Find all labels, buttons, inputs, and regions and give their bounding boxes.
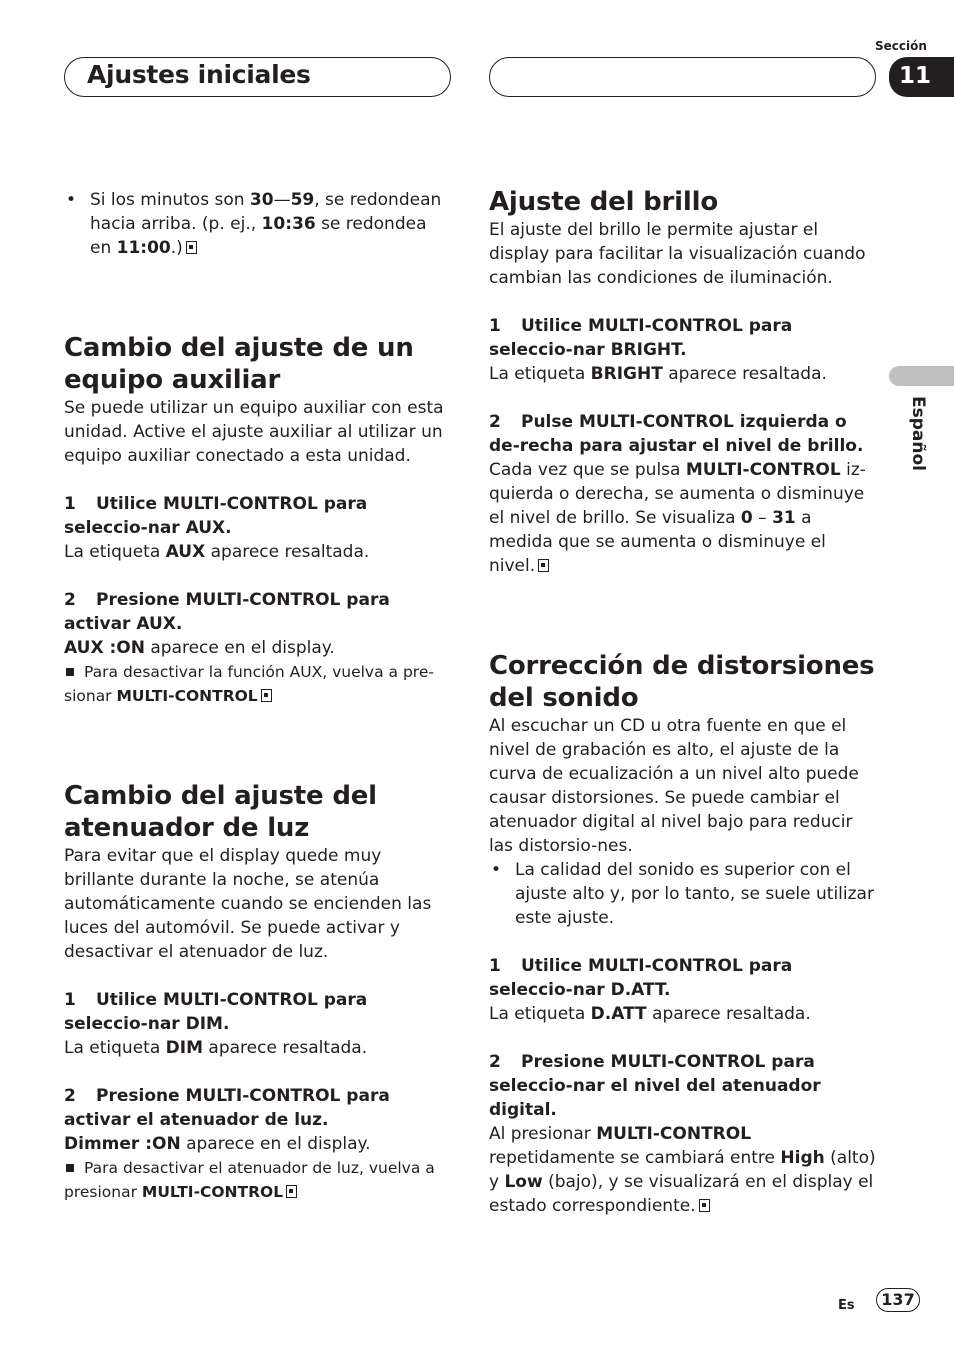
- page-number: 137: [876, 1288, 920, 1312]
- language-tab: [889, 366, 954, 386]
- bright-body: El ajuste del brillo le permite ajustar el display para facilitar la visualización cuando cambian las condiciones de iluminación.: [489, 220, 866, 288]
- datt-body: Al escuchar un CD u otra fuente en que el nivel de grabación es alto, el ajuste de la curva de ecualización a un nivel alto puede causar distorsiones. Se puede cambiar el atenuador digital al nivel bajo para reducir las distorsio-nes.: [489, 716, 859, 856]
- dimmer-step-1: 1 Utilice MULTI-CONTROL para seleccio-nar DIM.: [64, 990, 368, 1034]
- section-label: Sección: [875, 39, 927, 53]
- intro-bullet: • Si los minutos son 30—59, se redondean hacia arriba. (p. ej., 10:36 se redondea en 11:00.): [66, 190, 442, 258]
- note-square-icon: [66, 1164, 74, 1172]
- datt-step-2: 2 Presione MULTI-CONTROL para seleccio-nar el nivel del atenuador digital.: [489, 1052, 821, 1120]
- left-column: [64, 188, 450, 1204]
- end-mark-icon: [538, 559, 549, 572]
- bright-step-1-result: La etiqueta BRIGHT aparece resaltada.: [489, 364, 827, 384]
- header-blank-box: [489, 57, 876, 97]
- right-column: [489, 186, 877, 1218]
- dimmer-step-2-result: Dimmer :ON aparece en el display.: [64, 1134, 371, 1154]
- aux-step-1-result: La etiqueta AUX aparece resaltada.: [64, 542, 370, 562]
- aux-step-2: 2 Presione MULTI-CONTROL para activar AUX.: [64, 590, 390, 634]
- note-square-icon: [66, 668, 74, 676]
- bullet-dot: •: [66, 190, 77, 210]
- dimmer-body: Para evitar que el display quede muy brillante durante la noche, se atenúa automáticamente cuando se encienden las luces del automóvil. Se puede activar y desactivar el atenuador de luz.: [64, 846, 432, 962]
- end-mark-icon: [186, 241, 197, 254]
- section-title: Ajustes iniciales: [87, 60, 311, 89]
- bullet-dot: •: [491, 860, 502, 880]
- bright-step-2: 2 Pulse MULTI-CONTROL izquierda o de-recha para ajustar el nivel de brillo.: [489, 412, 864, 456]
- bright-step-2-result: Cada vez que se pulsa MULTI-CONTROL iz-quierda o derecha, se aumenta o disminuye el nivel de brillo. Se visualiza 0 – 31 a medida que se aumenta o disminuye el nivel.: [489, 460, 866, 576]
- end-mark-icon: [261, 689, 272, 702]
- bright-heading: Ajuste del brillo: [489, 187, 718, 217]
- datt-step-1: 1 Utilice MULTI-CONTROL para seleccio-nar D.ATT.: [489, 956, 793, 1000]
- aux-note: Para desactivar la función AUX, vuelva a pre-sionar MULTI-CONTROL: [64, 663, 434, 705]
- end-mark-icon: [699, 1199, 710, 1212]
- language-label: Español: [908, 396, 928, 471]
- aux-heading: Cambio del ajuste de un equipo auxiliar: [64, 333, 414, 395]
- bright-step-1: 1 Utilice MULTI-CONTROL para seleccio-nar BRIGHT.: [489, 316, 793, 360]
- datt-bullet: • La calidad del sonido es superior con el ajuste alto y, por lo tanto, se suele utilizar este ajuste.: [491, 860, 874, 928]
- dimmer-heading: Cambio del ajuste del atenuador de luz: [64, 781, 377, 843]
- dimmer-note: Para desactivar el atenuador de luz, vuelva a presionar MULTI-CONTROL: [64, 1159, 435, 1201]
- section-number: 11: [889, 57, 954, 97]
- datt-step-1-result: La etiqueta D.ATT aparece resaltada.: [489, 1004, 811, 1024]
- end-mark-icon: [286, 1185, 297, 1198]
- dimmer-step-1-result: La etiqueta DIM aparece resaltada.: [64, 1038, 368, 1058]
- footer-lang-code: Es: [838, 1298, 855, 1313]
- dimmer-step-2: 2 Presione MULTI-CONTROL para activar el atenuador de luz.: [64, 1086, 390, 1130]
- section-title-box: [64, 57, 451, 97]
- aux-step-2-result: AUX :ON aparece en el display.: [64, 638, 335, 658]
- datt-step-2-result: Al presionar MULTI-CONTROL repetidamente se cambiará entre High (alto) y Low (bajo), y se visualizará en el display el estado correspondiente.: [489, 1124, 876, 1216]
- datt-heading: Corrección de distorsiones del sonido: [489, 651, 875, 713]
- aux-step-1: 1 Utilice MULTI-CONTROL para seleccio-nar AUX.: [64, 494, 368, 538]
- aux-body: Se puede utilizar un equipo auxiliar con esta unidad. Active el ajuste auxiliar al utilizar un equipo auxiliar conectado a esta unidad.: [64, 398, 444, 466]
